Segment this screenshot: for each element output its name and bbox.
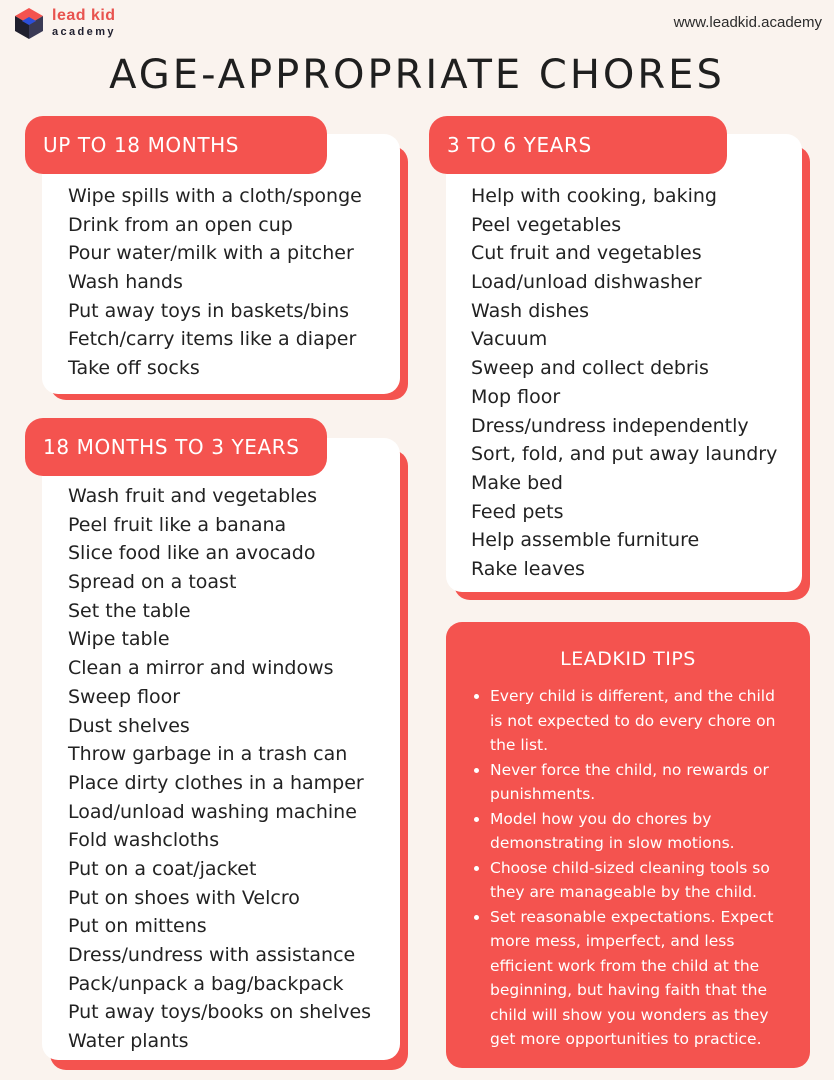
list-item: Sweep floor — [68, 685, 181, 708]
list-item: Dress/undress with assistance — [68, 944, 356, 966]
tips-box — [446, 622, 810, 1068]
list-item: Fold washcloths — [68, 829, 220, 852]
brand-logo — [12, 6, 116, 40]
list-item: Wipe table — [68, 628, 170, 651]
list-item: Cut fruit and vegetables — [471, 242, 702, 265]
section-heading-3-to-6-years: 3 TO 6 YEARS — [429, 116, 727, 174]
list-item: Drink from an open cup — [68, 213, 293, 236]
list-item: Set the table — [68, 599, 191, 622]
tip-item: • Model how you do chores by demonstrating in slow motions. — [490, 807, 790, 856]
list-item: Make bed — [471, 471, 563, 494]
list-item: Put away toys/books on shelves — [68, 1001, 372, 1024]
chore-list-18-months-to-3-years — [68, 482, 371, 1056]
list-item: Put on a coat/jacket — [68, 857, 257, 880]
list-item: Wash dishes — [471, 299, 590, 322]
list-item: Sort, fold, and put away laundry — [471, 443, 778, 466]
list-item: Slice food like an avocado — [68, 542, 316, 565]
list-item: Pour water/milk with a pitcher — [68, 242, 354, 265]
list-item: Help assemble furniture — [471, 529, 700, 552]
list-item: Water plants — [68, 1030, 189, 1053]
list-item: Fetch/carry items like a diaper — [68, 328, 357, 351]
tips-heading: LEADKID TIPS — [560, 648, 696, 670]
list-item: Wash hands — [68, 271, 183, 294]
website-url[interactable]: www.leadkid.academy — [673, 14, 822, 31]
list-item: Help with cooking, baking — [471, 185, 717, 207]
list-item: Peel fruit like a banana — [68, 513, 287, 536]
list-item: Take off socks — [68, 357, 200, 380]
chore-list-up-to-18-months — [68, 182, 362, 383]
tip-item: • Choose child-sized cleaning tools so they are manageable by the child. — [490, 856, 790, 905]
list-item: Peel vegetables — [471, 213, 622, 236]
list-item: Spread on a toast — [68, 571, 237, 594]
list-item: Feed pets — [471, 500, 564, 523]
list-item: Mop floor — [471, 385, 561, 408]
section-heading-up-to-18-months: UP TO 18 MONTHS — [25, 116, 327, 174]
list-item: Load/unload dishwasher — [471, 271, 702, 294]
list-item: Put on mittens — [68, 915, 207, 938]
tip-item: • Never force the child, no rewards or punishments. — [490, 758, 790, 807]
cube-logo-icon — [12, 6, 46, 40]
list-item: Rake leaves — [471, 557, 585, 580]
brand-name: lead kid — [52, 7, 116, 24]
list-item: Sweep and collect debris — [471, 357, 709, 380]
list-item: Put away toys in baskets/bins — [68, 299, 350, 322]
list-item: Load/unload washing machine — [68, 800, 357, 823]
brand-subname: academy — [52, 26, 116, 38]
list-item: Wash fruit and vegetables — [68, 485, 317, 507]
section-heading-18-months-to-3-years: 18 MONTHS TO 3 YEARS — [25, 418, 327, 476]
tips-list — [470, 684, 790, 1052]
list-item: Put on shoes with Velcro — [68, 886, 300, 909]
page-title: AGE-APPROPRIATE CHORES — [109, 52, 725, 98]
list-item: Vacuum — [471, 328, 548, 351]
tip-item: • Set reasonable expectations. Expect more mess, imperfect, and less efficient work from the child at the beginning, but having faith that the child will show you wonders as they get more opportunities to practice. — [490, 905, 790, 1052]
chore-list-3-to-6-years — [471, 182, 777, 584]
list-item: Clean a mirror and windows — [68, 657, 334, 680]
list-item: Dust shelves — [68, 714, 190, 737]
list-item: Pack/unpack a bag/backpack — [68, 972, 344, 995]
list-item: Place dirty clothes in a hamper — [68, 771, 364, 794]
list-item: Dress/undress independently — [471, 414, 749, 437]
tip-item: • Every child is different, and the child is not expected to do every chore on the list. — [490, 684, 790, 758]
list-item: Throw garbage in a trash can — [68, 743, 348, 766]
list-item: Wipe spills with a cloth/sponge — [68, 185, 362, 207]
